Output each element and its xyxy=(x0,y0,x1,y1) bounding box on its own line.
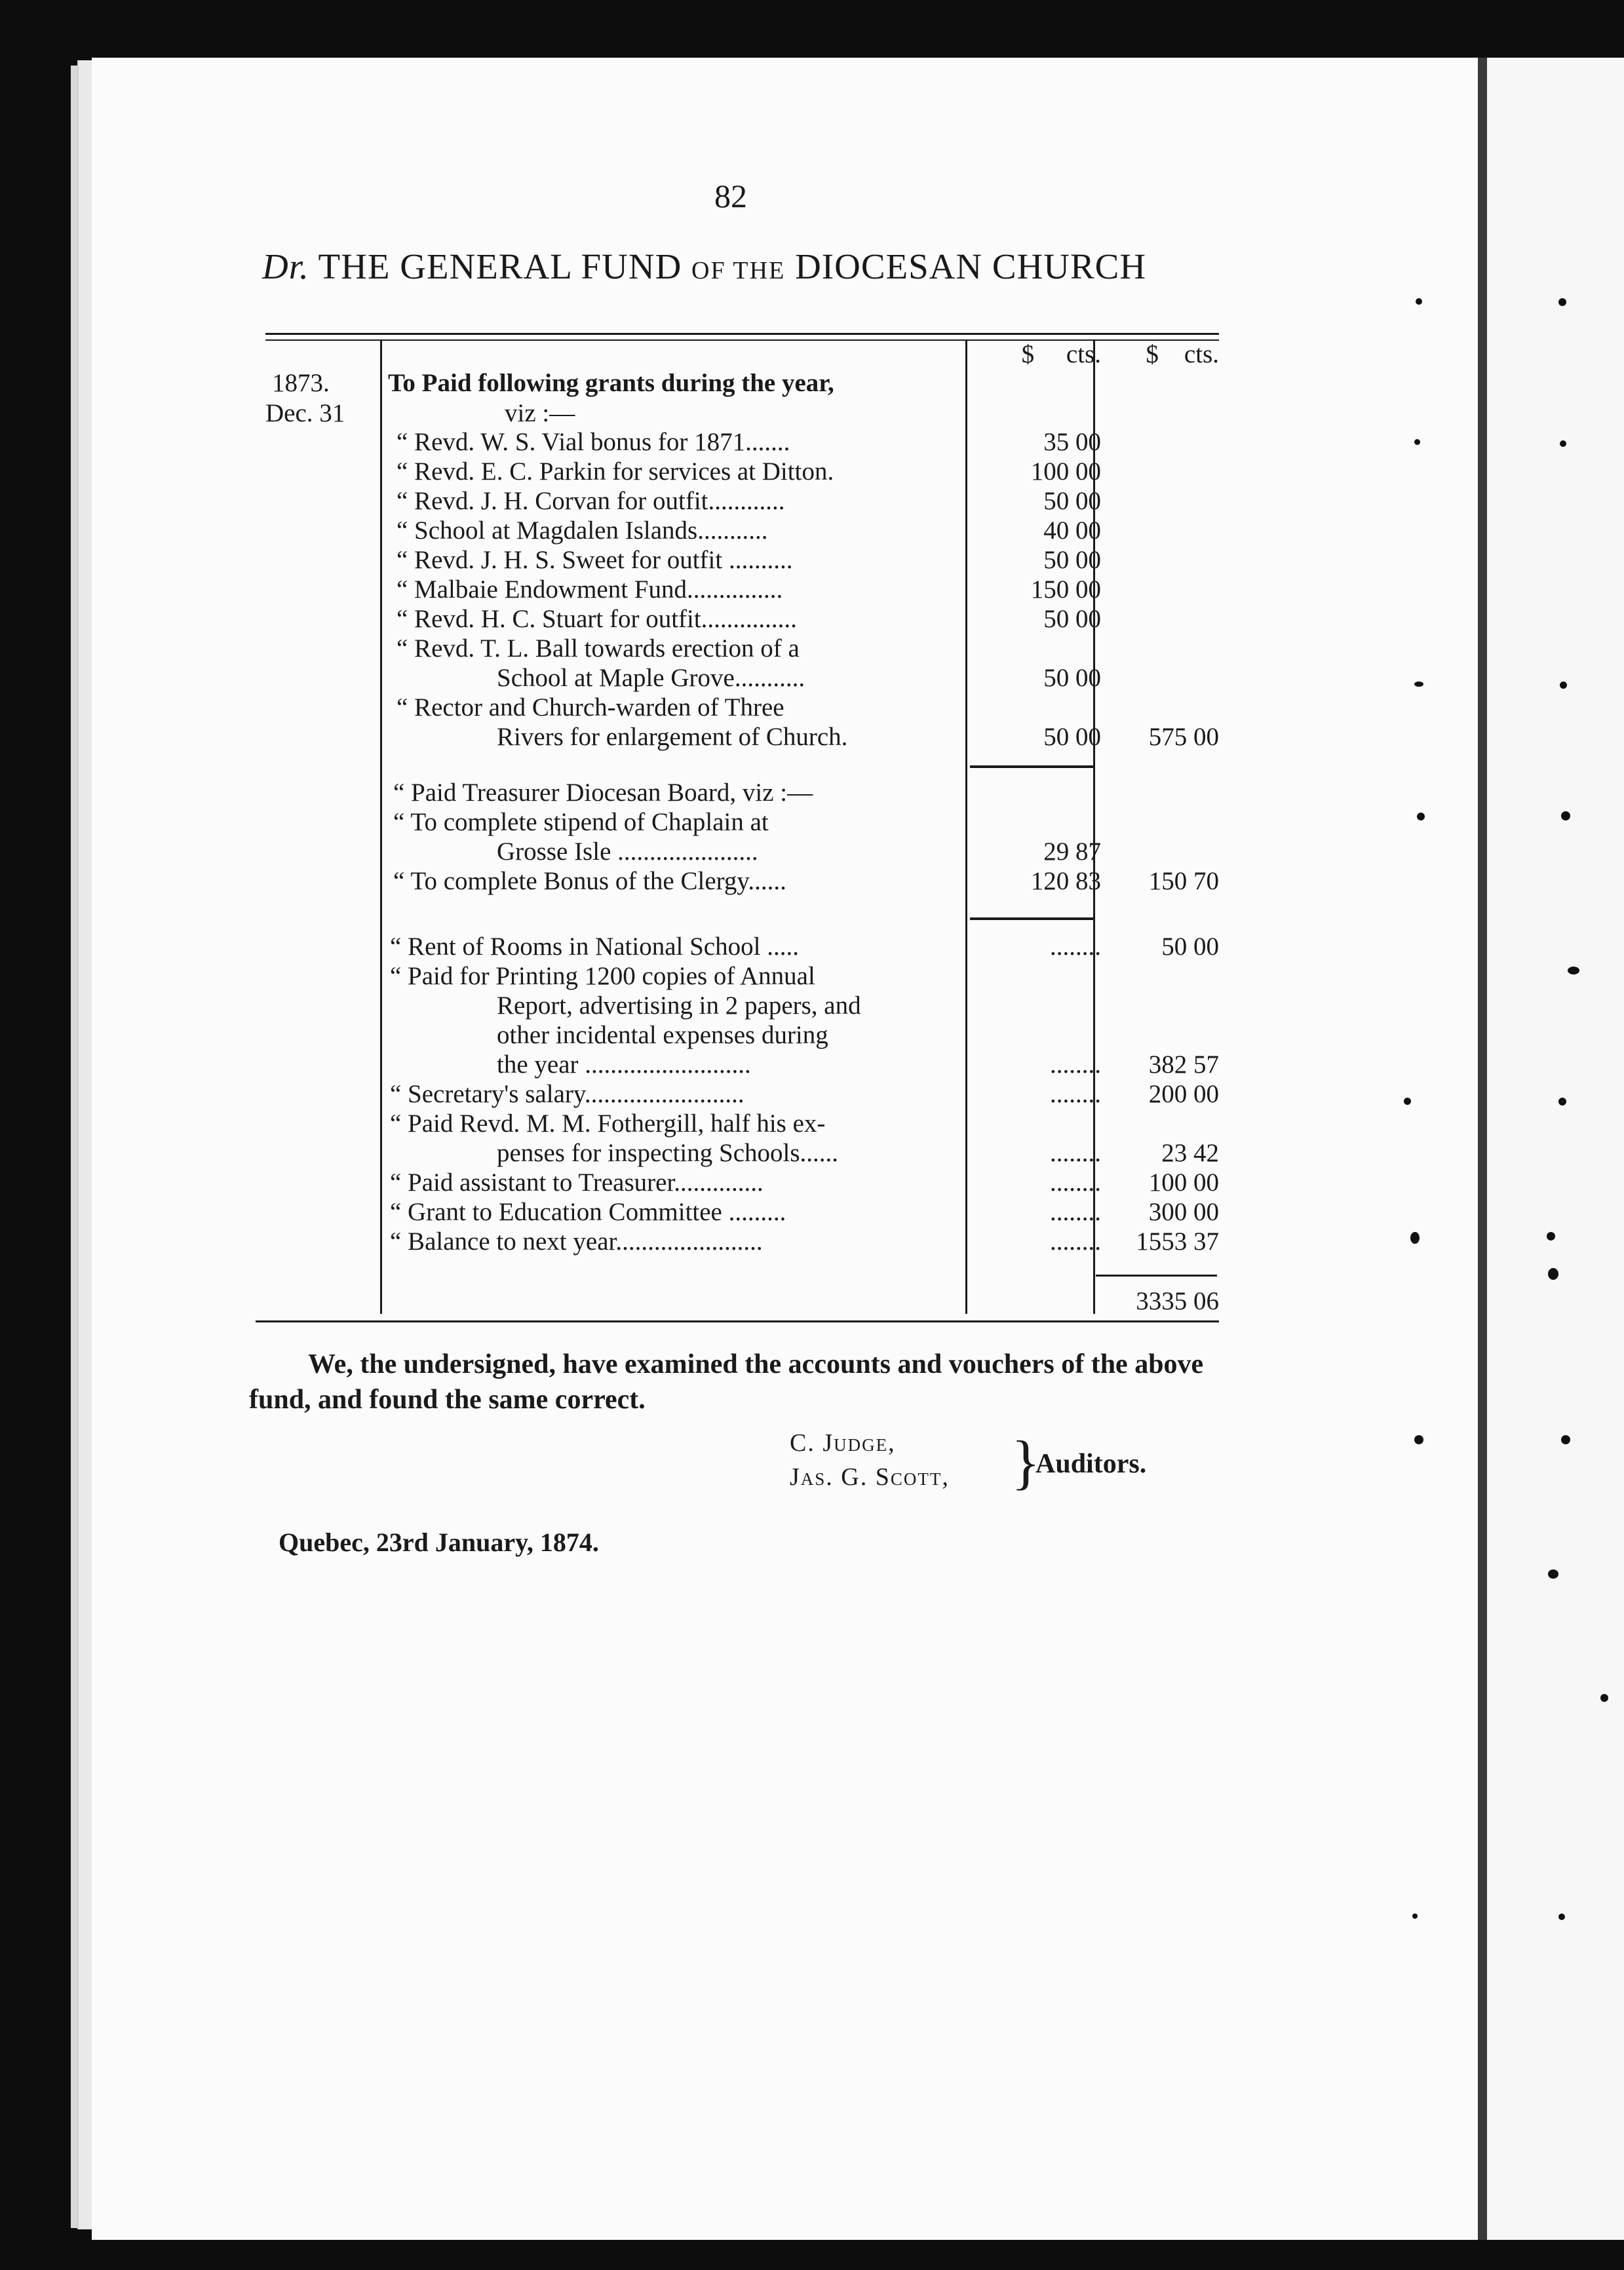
auditors-certification: We, the undersigned, have examined the accounts and vouchers of the above fund, and found the same correct. xyxy=(249,1349,1204,1415)
entry-amount-col1: 50 00 xyxy=(1043,723,1101,751)
facing-page xyxy=(1487,58,1624,2240)
entry-amount-col1: 150 00 xyxy=(1030,575,1101,604)
entry-amount-col1: 35 00 xyxy=(1043,428,1101,456)
entry-description: “ Paid for Printing 1200 copies of Annual xyxy=(390,962,815,990)
ledger-heading xyxy=(262,246,1226,287)
heading-of-the: OF THE xyxy=(691,257,786,284)
auditor-name-2: Jas. G. Scott, xyxy=(790,1463,950,1491)
entry-amount-col2: 382 57 xyxy=(1148,1050,1219,1079)
entry-description: Report, advertising in 2 papers, and xyxy=(497,991,861,1020)
subtotal-rule-1 xyxy=(970,765,1093,768)
entry-description: “ Malbaie Endowment Fund............... xyxy=(396,575,783,604)
entry-description: “ Revd. J. H. Corvan for outfit............ xyxy=(396,487,785,515)
auditor-name-1: C. Judge, xyxy=(790,1429,896,1457)
book-gutter xyxy=(1478,58,1487,2240)
page-number: 82 xyxy=(714,178,747,214)
entry-amount-col1: 50 00 xyxy=(1043,487,1101,515)
bottom-rule xyxy=(256,1320,1219,1322)
entry-amount-col1: ........ xyxy=(1050,1050,1101,1079)
entry-amount-col1: 50 00 xyxy=(1043,664,1101,692)
entry-description: “ School at Magdalen Islands........... xyxy=(396,516,768,545)
entry-amount-col2: 1553 37 xyxy=(1136,1227,1219,1256)
date-column-rule xyxy=(380,341,382,1314)
entry-amount-col1: ........ xyxy=(1050,933,1101,961)
entry-description: To Paid following grants during the year, xyxy=(388,369,834,397)
entry-day: Dec. 31 xyxy=(265,399,345,427)
entry-description: penses for inspecting Schools...... xyxy=(497,1139,839,1167)
entry-amount-col1: 40 00 xyxy=(1043,516,1101,545)
entry-description: Rivers for enlargement of Church. xyxy=(497,723,848,751)
entry-description: “ Revd. J. H. S. Sweet for outfit .......... xyxy=(396,546,793,574)
entry-description: “ To complete stipend of Chaplain at xyxy=(393,808,769,836)
entry-amount-col1: 50 00 xyxy=(1043,605,1101,633)
entry-amount-col2: 100 00 xyxy=(1148,1168,1219,1197)
col2-header xyxy=(1101,339,1219,370)
subtotal-rule-2 xyxy=(970,917,1093,920)
top-rule xyxy=(265,333,1219,335)
grand-total: 3335 06 xyxy=(1136,1287,1219,1315)
col1-dollars-header: $ xyxy=(1021,340,1035,368)
entry-description: “ Rent of Rooms in National School ..... xyxy=(390,933,799,961)
entry-description: Grosse Isle ...................... xyxy=(497,837,758,866)
entry-description: “ Balance to next year....................... xyxy=(390,1227,763,1256)
entry-description: the year .......................... xyxy=(497,1050,751,1079)
entry-amount-col1: ........ xyxy=(1050,1168,1101,1197)
col2-cents-header: cts. xyxy=(1184,340,1219,368)
entry-amount-col2: 23 42 xyxy=(1161,1139,1219,1167)
entry-description: “ Grant to Education Committee ......... xyxy=(390,1198,786,1226)
entry-description: “ Revd. W. S. Vial bonus for 1871....... xyxy=(396,428,790,456)
heading-part-2: DIOCESAN CHURCH xyxy=(795,246,1147,286)
entry-amount-col2: 575 00 xyxy=(1148,723,1219,751)
entry-description: “ Revd. H. C. Stuart for outfit............... xyxy=(396,605,797,633)
entry-amount-col2: 200 00 xyxy=(1148,1080,1219,1108)
auditors-label: Auditors. xyxy=(1035,1449,1147,1479)
entry-year: 1873. xyxy=(272,369,330,397)
entry-description: School at Maple Grove........... xyxy=(497,664,805,692)
entry-amount-col1: ........ xyxy=(1050,1227,1101,1256)
entry-amount-col2: 300 00 xyxy=(1148,1198,1219,1226)
entry-amount-col1: 100 00 xyxy=(1030,457,1101,486)
entry-description: “ Revd. T. L. Ball towards erection of a xyxy=(396,634,800,663)
entry-amount-col2: 150 70 xyxy=(1148,867,1219,895)
entry-description: “ Secretary's salary......................... xyxy=(390,1080,744,1108)
entry-amount-col1: 29 87 xyxy=(1043,837,1101,866)
debit-abbreviation: Dr. xyxy=(262,246,309,286)
entry-amount-col1: 120 83 xyxy=(1030,867,1101,895)
entry-description: “ Paid assistant to Treasurer.............. xyxy=(390,1168,764,1197)
entry-amount-col1: ........ xyxy=(1050,1139,1101,1167)
total-rule xyxy=(1096,1275,1217,1277)
entry-amount-col1: ........ xyxy=(1050,1080,1101,1108)
entry-description: “ Rector and Church-warden of Three xyxy=(396,693,784,721)
entry-description: viz :— xyxy=(505,399,575,427)
entry-description: other incidental expenses during xyxy=(497,1021,828,1049)
auditors-brace: } xyxy=(1011,1429,1041,1495)
col1-header xyxy=(970,339,1101,370)
heading-part-1: THE GENERAL FUND xyxy=(318,246,682,286)
entry-amount-col1: ........ xyxy=(1050,1198,1101,1226)
entry-amount-col2: 50 00 xyxy=(1161,933,1219,961)
col2-dollars-header: $ xyxy=(1146,340,1159,368)
entry-amount-col1: 50 00 xyxy=(1043,546,1101,574)
place-and-date: Quebec, 23rd January, 1874. xyxy=(279,1528,599,1557)
entry-description: “ Paid Revd. M. M. Fothergill, half his ex- xyxy=(390,1109,826,1138)
col1-cents-header: cts. xyxy=(1066,340,1101,368)
entry-description: “ Paid Treasurer Diocesan Board, viz :— xyxy=(393,779,813,807)
entry-description: “ To complete Bonus of the Clergy...... xyxy=(393,867,786,895)
entry-description: “ Revd. E. C. Parkin for services at Ditton. xyxy=(396,457,834,486)
